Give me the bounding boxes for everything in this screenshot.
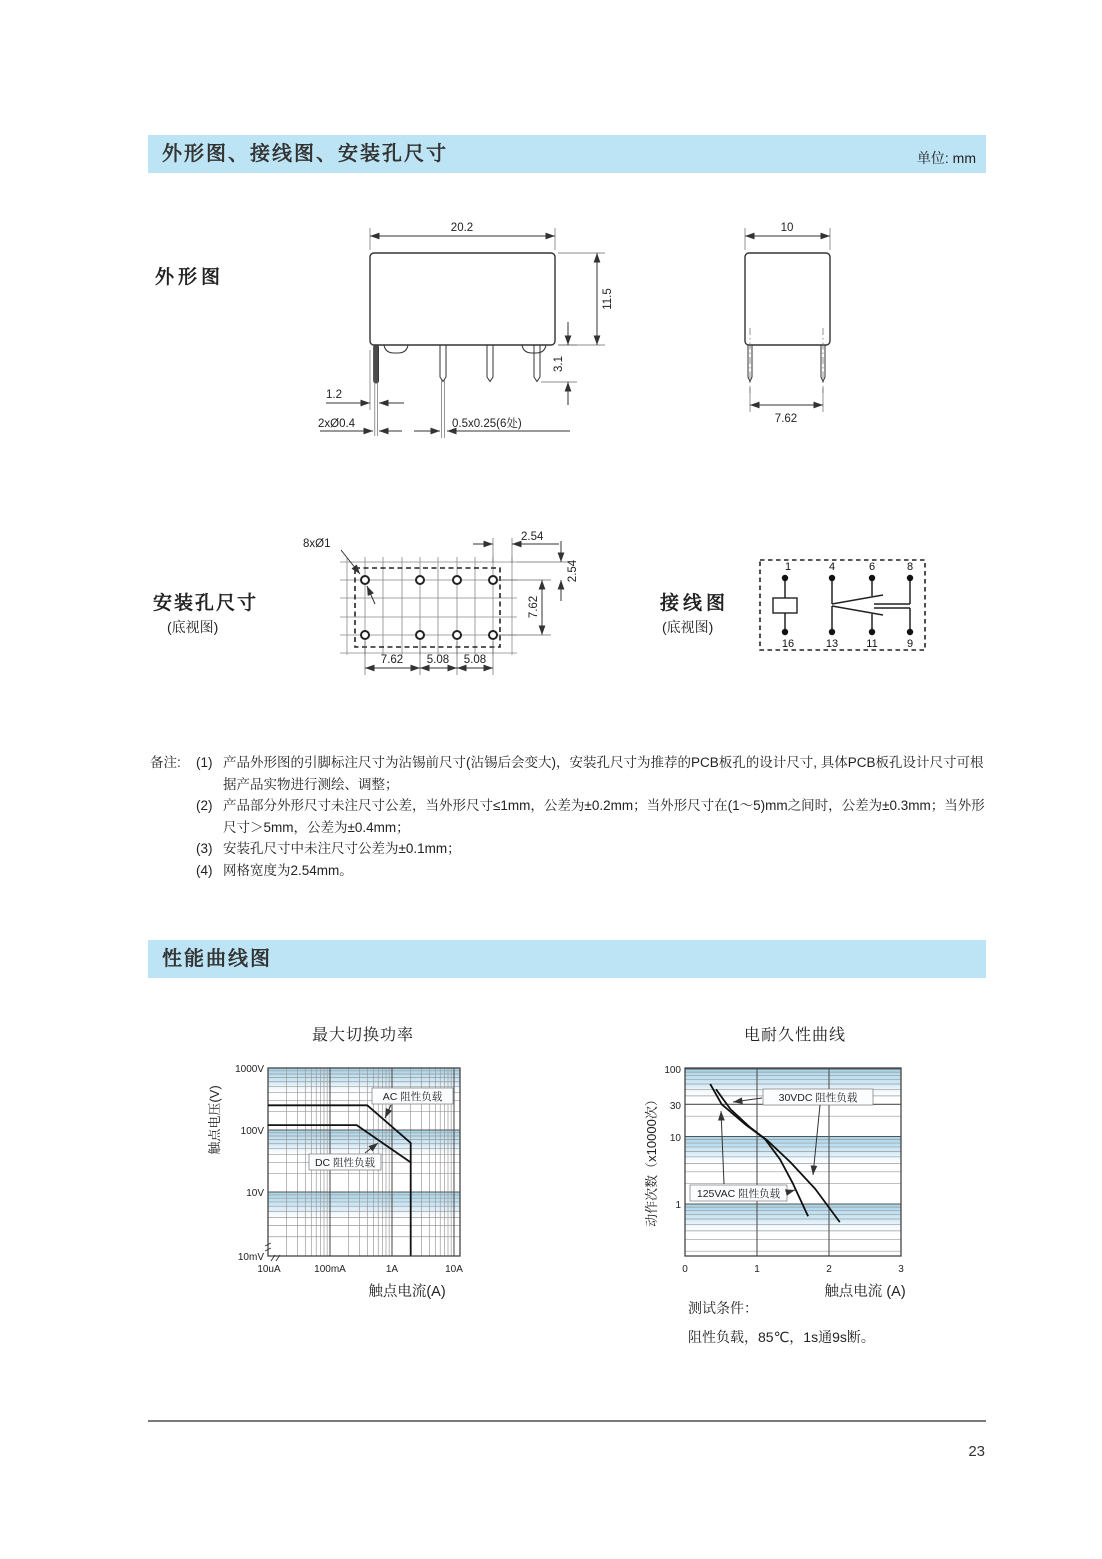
test-conditions-detail: 阻性负载，85℃，1s通9s断。: [688, 1329, 875, 1346]
pin-number: 6: [868, 561, 876, 573]
note-text: 网格宽度为2.54mm。: [223, 862, 353, 878]
dim-col-b: 5.08: [426, 654, 450, 666]
outline-front-view-drawing: [300, 210, 640, 460]
axis-break-mark: [265, 1243, 280, 1261]
note-item: [196, 838, 992, 860]
pin-number: 8: [906, 561, 914, 573]
notes-block: [150, 752, 992, 882]
test-conditions-heading: 测试条件：: [688, 1300, 758, 1316]
dim-row-pitch: 7.62: [528, 595, 540, 619]
contact-pole-1: [832, 578, 910, 604]
coil-symbol: [773, 578, 797, 632]
y-tick: 100V: [240, 1126, 264, 1137]
pin-number: 9: [906, 638, 914, 650]
note-text: 安装孔尺寸中未注尺寸公差为±0.1mm；: [223, 841, 461, 857]
mounting-holes: [361, 576, 497, 639]
dim-pin-pitch: 7.62: [774, 413, 798, 425]
section-title: 外形图、接线图、安装孔尺寸: [162, 143, 448, 165]
dim-row-offset: 2.54: [567, 559, 579, 583]
page-number: 23: [968, 1443, 985, 1460]
y-tick: 1000V: [235, 1064, 264, 1075]
max-switching-power-chart: [195, 1048, 515, 1304]
y-tick: 30: [669, 1101, 681, 1112]
mounting-dimensions: [303, 531, 579, 675]
pin-number: 13: [825, 638, 839, 650]
mounting-label: 安装孔尺寸: [153, 593, 259, 614]
note-item: [196, 752, 992, 795]
mounting-hole-drawing: [295, 505, 595, 690]
unit-label: 单位: mm: [916, 150, 976, 166]
dim-side-width: 10: [780, 222, 794, 234]
dim-pin-offset: 1.2: [326, 389, 342, 401]
chart1-title: 最大切换功率: [311, 1027, 414, 1044]
dim-pin-cross-section: 0.5x0.25(6处): [452, 418, 522, 430]
note-number: (3): [196, 841, 213, 857]
pin-numbers: [782, 561, 913, 650]
y-tick: 10: [669, 1133, 681, 1144]
note-item: [196, 795, 992, 838]
note-text: 产品外形图的引脚标注尺寸为沾锡前尺寸(沾锡后会变大)，安装孔尺寸为推荐的PCB板孔的设计尺寸, 具体PCB板孔设计尺寸可根据产品实物进行测绘、调整；: [223, 755, 984, 792]
x-tick: 2: [826, 1264, 832, 1275]
dc30v-load-label: 30VDC 阻性负载: [778, 1092, 858, 1104]
x-tick: 1: [754, 1264, 760, 1275]
outline-drawing-label: 外形图: [155, 267, 225, 288]
dim-hole-callout: 8xØ1: [303, 538, 331, 550]
electrical-endurance-chart: [640, 1048, 975, 1304]
footer-divider: [148, 1420, 986, 1422]
y-axis-title: 触点电压(V): [207, 1085, 222, 1155]
dim-pin-length: 3.1: [553, 356, 565, 372]
x-tick: 10A: [445, 1264, 463, 1275]
x-tick: 1A: [385, 1264, 399, 1275]
x-axis-title: 触点电流(A): [368, 1284, 446, 1300]
relay-body-front: [370, 253, 555, 438]
dim-grid-pitch: 2.54: [521, 531, 544, 543]
mounting-sublabel: (底视图): [167, 619, 219, 635]
dim-pin-diameter: 2xØ0.4: [318, 418, 356, 430]
x-tick: 3: [898, 1264, 904, 1275]
outline-side-view-drawing: [710, 210, 970, 460]
y-tick: 1: [675, 1200, 681, 1211]
chart2-title: 电耐久性曲线: [743, 1027, 846, 1044]
ac-load-label: AC 阻性负载: [382, 1091, 443, 1103]
note-item: [196, 860, 992, 882]
section-header-dimensions: [148, 135, 986, 173]
section-header-curves: [148, 940, 986, 978]
x-axis-title: 触点电流 (A): [824, 1284, 906, 1300]
pin-dots: [782, 575, 913, 635]
dc-load-label: DC 阻性负载: [314, 1157, 376, 1169]
note-number: (1): [196, 755, 213, 770]
y-tick: 10V: [246, 1188, 264, 1199]
dim-col-c: 5.08: [463, 654, 487, 666]
dim-col-a: 7.62: [380, 654, 404, 666]
y-axis-title: 动作次数（x10000次）: [644, 1093, 659, 1227]
pin-number: 11: [866, 638, 878, 650]
pin-number: 16: [781, 638, 795, 650]
contact-pole-2: [832, 606, 910, 632]
y-tick: 100: [664, 1065, 681, 1076]
dim-body-width: 20.2: [450, 222, 474, 234]
x-tick: 100mA: [314, 1264, 346, 1275]
section-title: 性能曲线图: [162, 948, 272, 970]
note-number: (4): [196, 862, 213, 878]
x-tick: 10uA: [257, 1264, 281, 1275]
note-number: (2): [196, 798, 213, 814]
pin-number: 4: [828, 561, 836, 573]
test-conditions: [688, 1294, 875, 1353]
wiring-label: 接线图: [660, 593, 730, 614]
relay-body-side: [745, 253, 830, 396]
y-tick: 10mV: [237, 1252, 264, 1263]
note-text: 产品部分外形尺寸未注尺寸公差，当外形尺寸≤1mm，公差为±0.2mm；当外形尺寸在(1～5)mm之间时，公差为±0.3mm；当外形尺寸＞5mm，公差为±0.4mm；: [223, 798, 985, 835]
round-pin: [374, 345, 379, 383]
pin-number: 1: [784, 561, 792, 573]
wiring-diagram: [755, 552, 940, 667]
ac125v-load-label: 125VAC 阻性负载: [696, 1188, 781, 1200]
dim-body-height: 11.5: [602, 288, 614, 310]
wiring-sublabel: (底视图): [662, 619, 714, 635]
pcb-grid: [340, 557, 517, 655]
notes-prefix: 备注:: [150, 755, 181, 770]
x-tick: 0: [682, 1264, 688, 1275]
